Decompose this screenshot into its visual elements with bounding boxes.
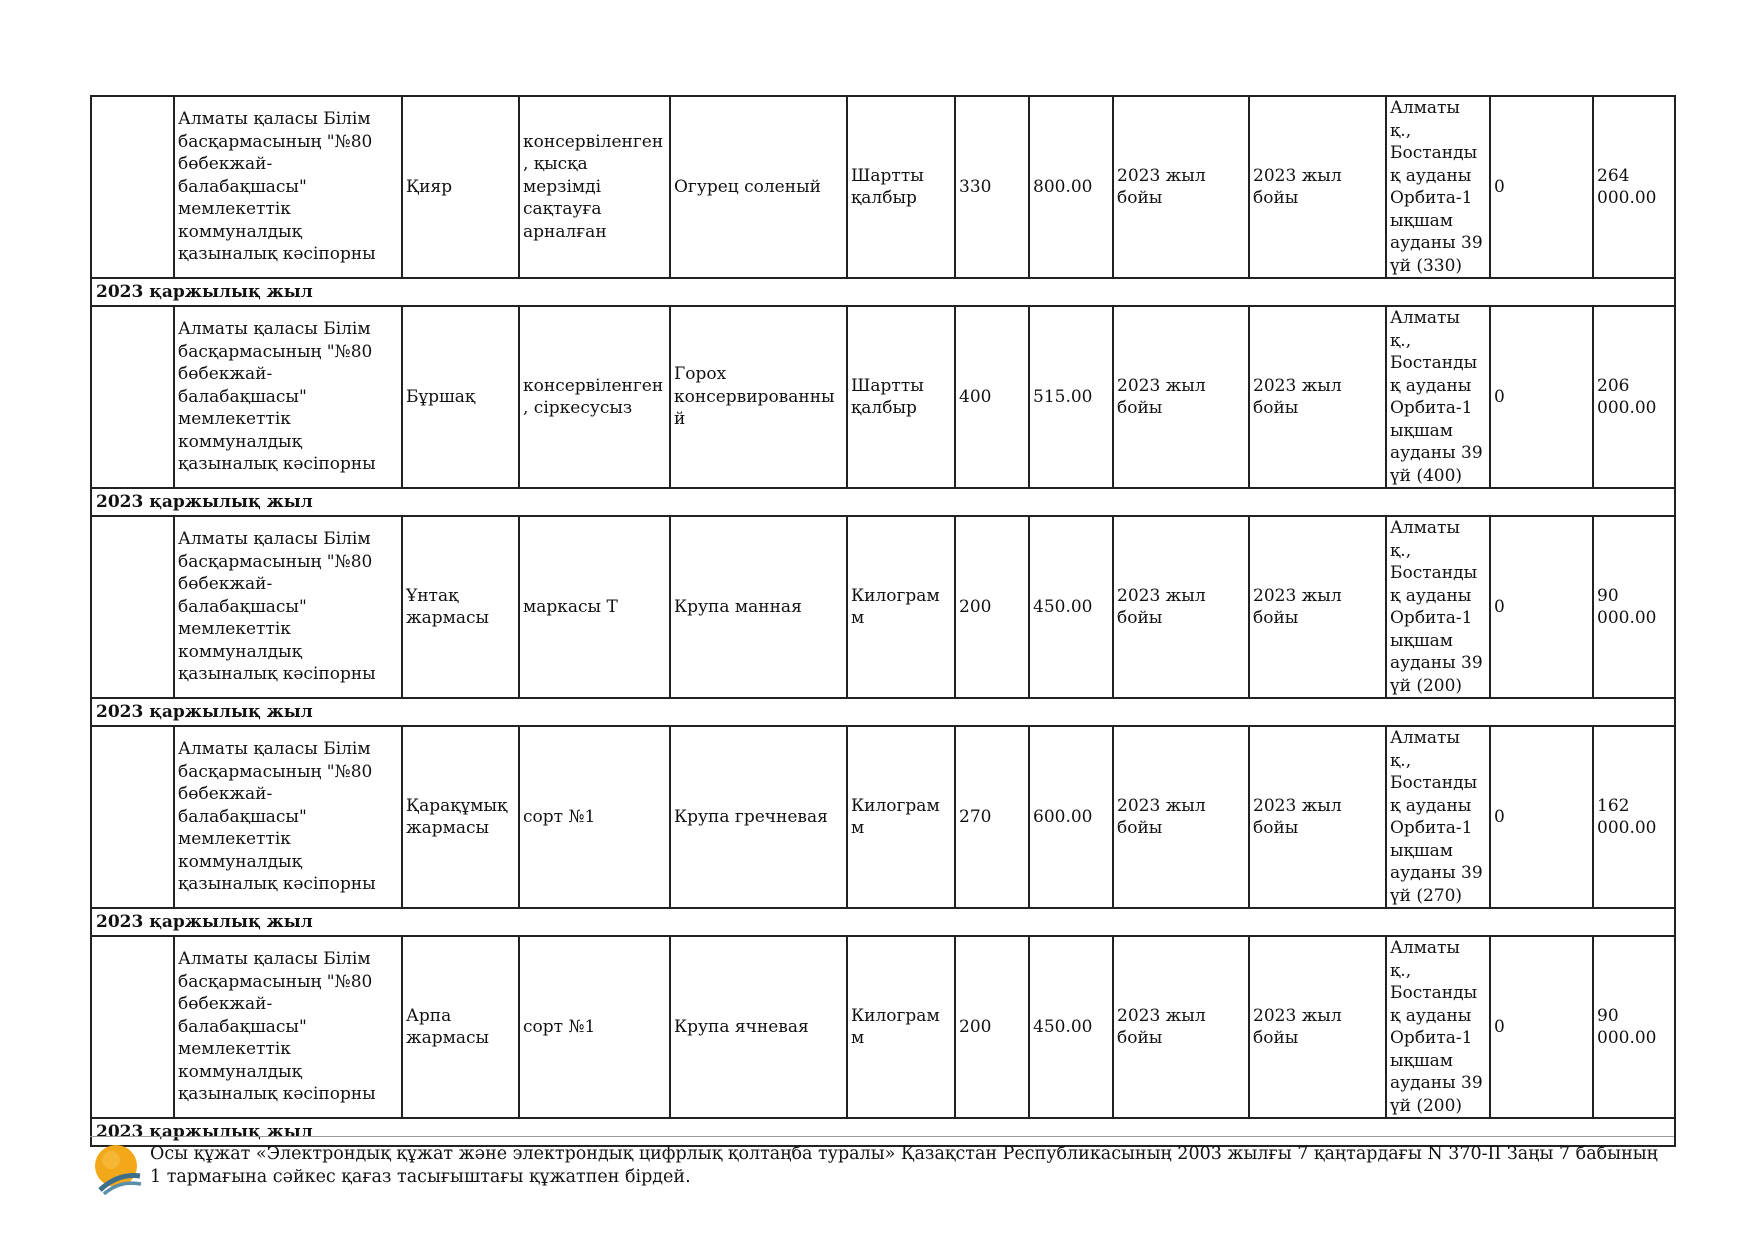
period-end-cell: 2023 жыл бойы (1249, 96, 1386, 278)
advance-cell: 0 (1490, 726, 1593, 908)
fiscal-year-label: 2023 қаржылық жыл (91, 488, 1675, 516)
period-start-cell: 2023 жыл бойы (1113, 936, 1249, 1118)
row-number-cell (91, 306, 174, 488)
delivery-place-cell: Алматы қ., Бостандық ауданы Орбита-1 ықшам ауданы 39 үй (200) (1386, 516, 1490, 698)
legal-notice-text: Осы құжат «Электрондық құжат және электрондық цифрлық қолтаңба туралы» Қазақстан Республикасының 2003 жылғы 7 қаңтардағы N 370-II Заңы 7 бабының 1 тармағына сәйкес қағаз тасығыштағы құжатпен бірдей. (150, 1144, 1658, 1187)
customer-cell: Алматы қаласы Білім басқармасының "№80 бөбекжай-балабақшасы" мемлекеттік коммуналдық қазыналық кәсіпорны (174, 726, 402, 908)
price-cell: 515.00 (1029, 306, 1113, 488)
price-cell: 450.00 (1029, 516, 1113, 698)
price-cell: 450.00 (1029, 936, 1113, 1118)
unit-cell: Шартты қалбыр (847, 96, 955, 278)
price-cell: 800.00 (1029, 96, 1113, 278)
table-row (91, 936, 1675, 1118)
customer-cell: Алматы қаласы Білім басқармасының "№80 бөбекжай-балабақшасы" мемлекеттік коммуналдық қазыналық кәсіпорны (174, 936, 402, 1118)
advance-cell: 0 (1490, 516, 1593, 698)
procurement-table-container (90, 95, 1674, 1147)
sum-cell: 206 000.00 (1593, 306, 1675, 488)
delivery-place-cell: Алматы қ., Бостандық ауданы Орбита-1 ықшам ауданы 39 үй (270) (1386, 726, 1490, 908)
fiscal-year-row (91, 488, 1675, 516)
unit-cell: Килограмм (847, 516, 955, 698)
fiscal-year-label: 2023 қаржылық жыл (91, 1118, 1675, 1146)
period-start-cell: 2023 жыл бойы (1113, 726, 1249, 908)
table-row (91, 726, 1675, 908)
quantity-cell: 400 (955, 306, 1029, 488)
quantity-cell: 270 (955, 726, 1029, 908)
unit-cell: Килограмм (847, 726, 955, 908)
product-cell: Бұршақ (402, 306, 519, 488)
customer-cell: Алматы қаласы Білім басқармасының "№80 бөбекжай-балабақшасы" мемлекеттік коммуналдық қазыналық кәсіпорны (174, 516, 402, 698)
sum-cell: 162 000.00 (1593, 726, 1675, 908)
document-footer (90, 1136, 1674, 1189)
table-row (91, 96, 1675, 278)
sum-cell: 90 000.00 (1593, 516, 1675, 698)
egov-logo-svg (94, 1143, 142, 1195)
period-end-cell: 2023 жыл бойы (1249, 726, 1386, 908)
delivery-place-cell: Алматы қ., Бостандық ауданы Орбита-1 ықшам ауданы 39 үй (400) (1386, 306, 1490, 488)
customer-cell: Алматы қаласы Білім басқармасының "№80 бөбекжай-балабақшасы" мемлекеттік коммуналдық қазыналық кәсіпорны (174, 96, 402, 278)
price-cell: 600.00 (1029, 726, 1113, 908)
procurement-table-body (91, 96, 1675, 1146)
row-number-cell (91, 726, 174, 908)
product-cell: Қарақұмық жармасы (402, 726, 519, 908)
period-end-cell: 2023 жыл бойы (1249, 306, 1386, 488)
quantity-cell: 330 (955, 96, 1029, 278)
delivery-place-cell: Алматы қ., Бостандық ауданы Орбита-1 ықшам ауданы 39 үй (330) (1386, 96, 1490, 278)
advance-cell: 0 (1490, 936, 1593, 1118)
egov-logo-icon (94, 1143, 142, 1195)
unit-cell: Килограмм (847, 936, 955, 1118)
product-cell: Арпа жармасы (402, 936, 519, 1118)
period-start-cell: 2023 жыл бойы (1113, 96, 1249, 278)
customer-cell: Алматы қаласы Білім басқармасының "№80 бөбекжай-балабақшасы" мемлекеттік коммуналдық қазыналық кәсіпорны (174, 306, 402, 488)
characteristic-cell: сорт №1 (519, 936, 670, 1118)
advance-cell: 0 (1490, 306, 1593, 488)
fiscal-year-row (91, 908, 1675, 936)
sum-cell: 264 000.00 (1593, 96, 1675, 278)
table-row (91, 306, 1675, 488)
fiscal-year-label: 2023 қаржылық жыл (91, 698, 1675, 726)
name-ru-cell: Крупа манная (670, 516, 847, 698)
sum-cell: 90 000.00 (1593, 936, 1675, 1118)
procurement-table (90, 95, 1676, 1147)
row-number-cell (91, 936, 174, 1118)
name-ru-cell: Крупа ячневая (670, 936, 847, 1118)
period-start-cell: 2023 жыл бойы (1113, 516, 1249, 698)
table-row (91, 516, 1675, 698)
unit-cell: Шартты қалбыр (847, 306, 955, 488)
fiscal-year-label: 2023 қаржылық жыл (91, 278, 1675, 306)
fiscal-year-row (91, 278, 1675, 306)
characteristic-cell: консервіленген, сіркесусыз (519, 306, 670, 488)
period-end-cell: 2023 жыл бойы (1249, 516, 1386, 698)
product-cell: Ұнтақ жармасы (402, 516, 519, 698)
characteristic-cell: консервіленген, қысқа мерзімді сақтауға арналған (519, 96, 670, 278)
period-end-cell: 2023 жыл бойы (1249, 936, 1386, 1118)
name-ru-cell: Огурец соленый (670, 96, 847, 278)
name-ru-cell: Крупа гречневая (670, 726, 847, 908)
period-start-cell: 2023 жыл бойы (1113, 306, 1249, 488)
fiscal-year-label: 2023 қаржылық жыл (91, 908, 1675, 936)
characteristic-cell: сорт №1 (519, 726, 670, 908)
row-number-cell (91, 516, 174, 698)
product-cell: Қияр (402, 96, 519, 278)
row-number-cell (91, 96, 174, 278)
characteristic-cell: маркасы Т (519, 516, 670, 698)
advance-cell: 0 (1490, 96, 1593, 278)
delivery-place-cell: Алматы қ., Бостандық ауданы Орбита-1 ықшам ауданы 39 үй (200) (1386, 936, 1490, 1118)
quantity-cell: 200 (955, 516, 1029, 698)
name-ru-cell: Горох консервированный (670, 306, 847, 488)
fiscal-year-row (91, 698, 1675, 726)
quantity-cell: 200 (955, 936, 1029, 1118)
